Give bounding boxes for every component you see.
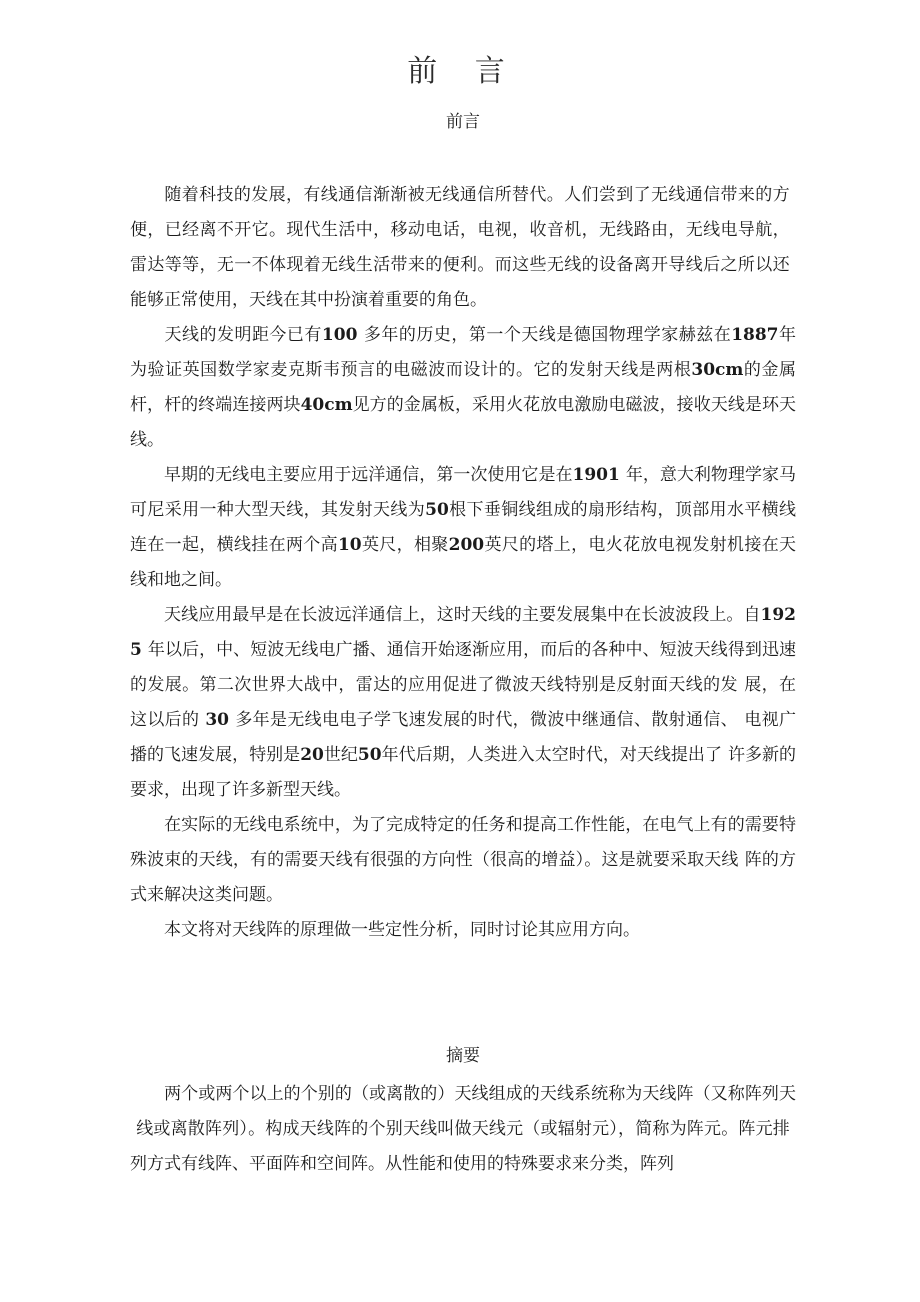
section-body-preface bbox=[130, 178, 796, 948]
emphasized-number: 1901 bbox=[572, 465, 620, 485]
text-run: 英尺的塔上，电火花放电视发射机接在天线和地之间。 bbox=[130, 535, 797, 590]
text-run: 雷达等等，无一不体现着无线生活带来的便利。而这些无线的设备离开导线后之所以还 bbox=[130, 255, 790, 275]
text-run: 年，意大利物理学家马可尼采用一种大型天线，其发射天线为 bbox=[130, 465, 797, 520]
paragraph bbox=[130, 808, 796, 913]
text-run: 天线应用最早是在长波远洋通信上，这时天线的主要发展集中在长波波段上。自 bbox=[164, 605, 761, 625]
text-run: 两个或两个以上的个别的（或离散的）天线组成的天线系统称为天线阵（又称阵列天 bbox=[164, 1084, 796, 1104]
emphasized-number: 10 bbox=[337, 535, 362, 555]
emphasized-number: 200 bbox=[448, 535, 485, 555]
text-run: 英尺，相聚 bbox=[361, 535, 449, 555]
text-run: 多年是无线电电子学飞速发展的时代，微波中继通信、散射通信、 bbox=[235, 710, 739, 730]
text-run: 许多新的要求，出现了许多新型天线。 bbox=[130, 745, 797, 800]
emphasized-number: 40cm bbox=[300, 395, 353, 415]
emphasized-number: 1925 bbox=[130, 605, 796, 660]
section-title-preface: 前言 bbox=[446, 112, 480, 132]
text-run: 早期的无线电主要应用于远洋通信，第一次使用它是在 bbox=[164, 465, 573, 485]
text-run: 年代后期，人类进入太空时代，对天线提出了 bbox=[381, 745, 722, 765]
text-run: 世纪 bbox=[323, 745, 358, 765]
text-run: 的金属杆，杆的终端连接两块 bbox=[130, 360, 797, 415]
text-run: 列方式有线阵、平面阵和空间阵。从性能和使用的特殊要求来分类，阵列 bbox=[130, 1154, 674, 1174]
text-run: 年为验证英国数学家麦克斯韦预言的电磁波而设计的。它的发射天线是两根 bbox=[130, 325, 797, 380]
emphasized-number: 1887 bbox=[731, 325, 779, 345]
emphasized-number: 30 bbox=[205, 710, 230, 730]
paragraph bbox=[130, 913, 796, 948]
text-run: 随着科技的发展，有线通信渐渐被无线通信所替代。人们尝到了无线通信带来的方 bbox=[164, 185, 790, 205]
clipped-header-text: 前 言 bbox=[407, 54, 519, 89]
text-run: 根下垂铜线组成的扇形结构，顶部用水平横线连在一起，横线挂在两个高 bbox=[130, 500, 797, 555]
paragraph bbox=[130, 458, 796, 598]
emphasized-number: 30cm bbox=[691, 360, 744, 380]
text-run: 线或离散阵列）。构成天线阵的个别天线叫做天线元（或辐射元），简称为阵元。阵元排 bbox=[136, 1119, 790, 1139]
text-run: 电视广播的飞速发展，特别是 bbox=[130, 710, 797, 765]
text-run: 多年的历史，第一个天线是德国物理学家赫兹在 bbox=[363, 325, 732, 345]
emphasized-number: 50 bbox=[357, 745, 382, 765]
text-run: 年以后，中、短波无线电广播、通信开始逐渐应用，而后的各种中、短波天线得到迅速的发展。第二次世界大战中，雷达的应用促进了微波天线特别是反射面天线的发 bbox=[130, 640, 796, 695]
emphasized-number: 50 bbox=[425, 500, 449, 520]
text-run: 在实际的无线电系统中，为了完成特定的任务和提高工作性能，在电气上有的需要特殊波束的天线，有的需要天线有很强的方向性（很高的增益）。这是就要采取天线 bbox=[130, 815, 796, 870]
emphasized-number: 100 bbox=[321, 325, 358, 345]
text-run: 天线的发明距今已有 bbox=[164, 325, 322, 345]
section-title-abstract: 摘要 bbox=[446, 1046, 480, 1066]
emphasized-number: 20 bbox=[300, 745, 324, 765]
text-run: 本文将对天线阵的原理做一些定性分析，同时讨论其应用方向。 bbox=[164, 920, 640, 940]
clipped-header-artifact bbox=[130, 54, 796, 102]
paragraph bbox=[130, 1077, 796, 1182]
paragraph bbox=[130, 318, 796, 458]
text-run: 展，在这以后的 bbox=[130, 675, 797, 730]
section-body-abstract bbox=[130, 1077, 796, 1182]
text-run: 便，已经离不开它。现代生活中，移动电话，电视，收音机，无线路由，无线电导航， bbox=[130, 220, 790, 240]
paragraph bbox=[130, 178, 796, 318]
text-run: 能够正常使用，天线在其中扮演着重要的角色。 bbox=[130, 290, 487, 310]
paragraph bbox=[130, 598, 796, 808]
text-run: 阵的方式来解决这类问题。 bbox=[130, 850, 797, 905]
text-run: 见方的金属板，采用火花放电激励电磁波，接收天线是环天线。 bbox=[130, 395, 797, 450]
